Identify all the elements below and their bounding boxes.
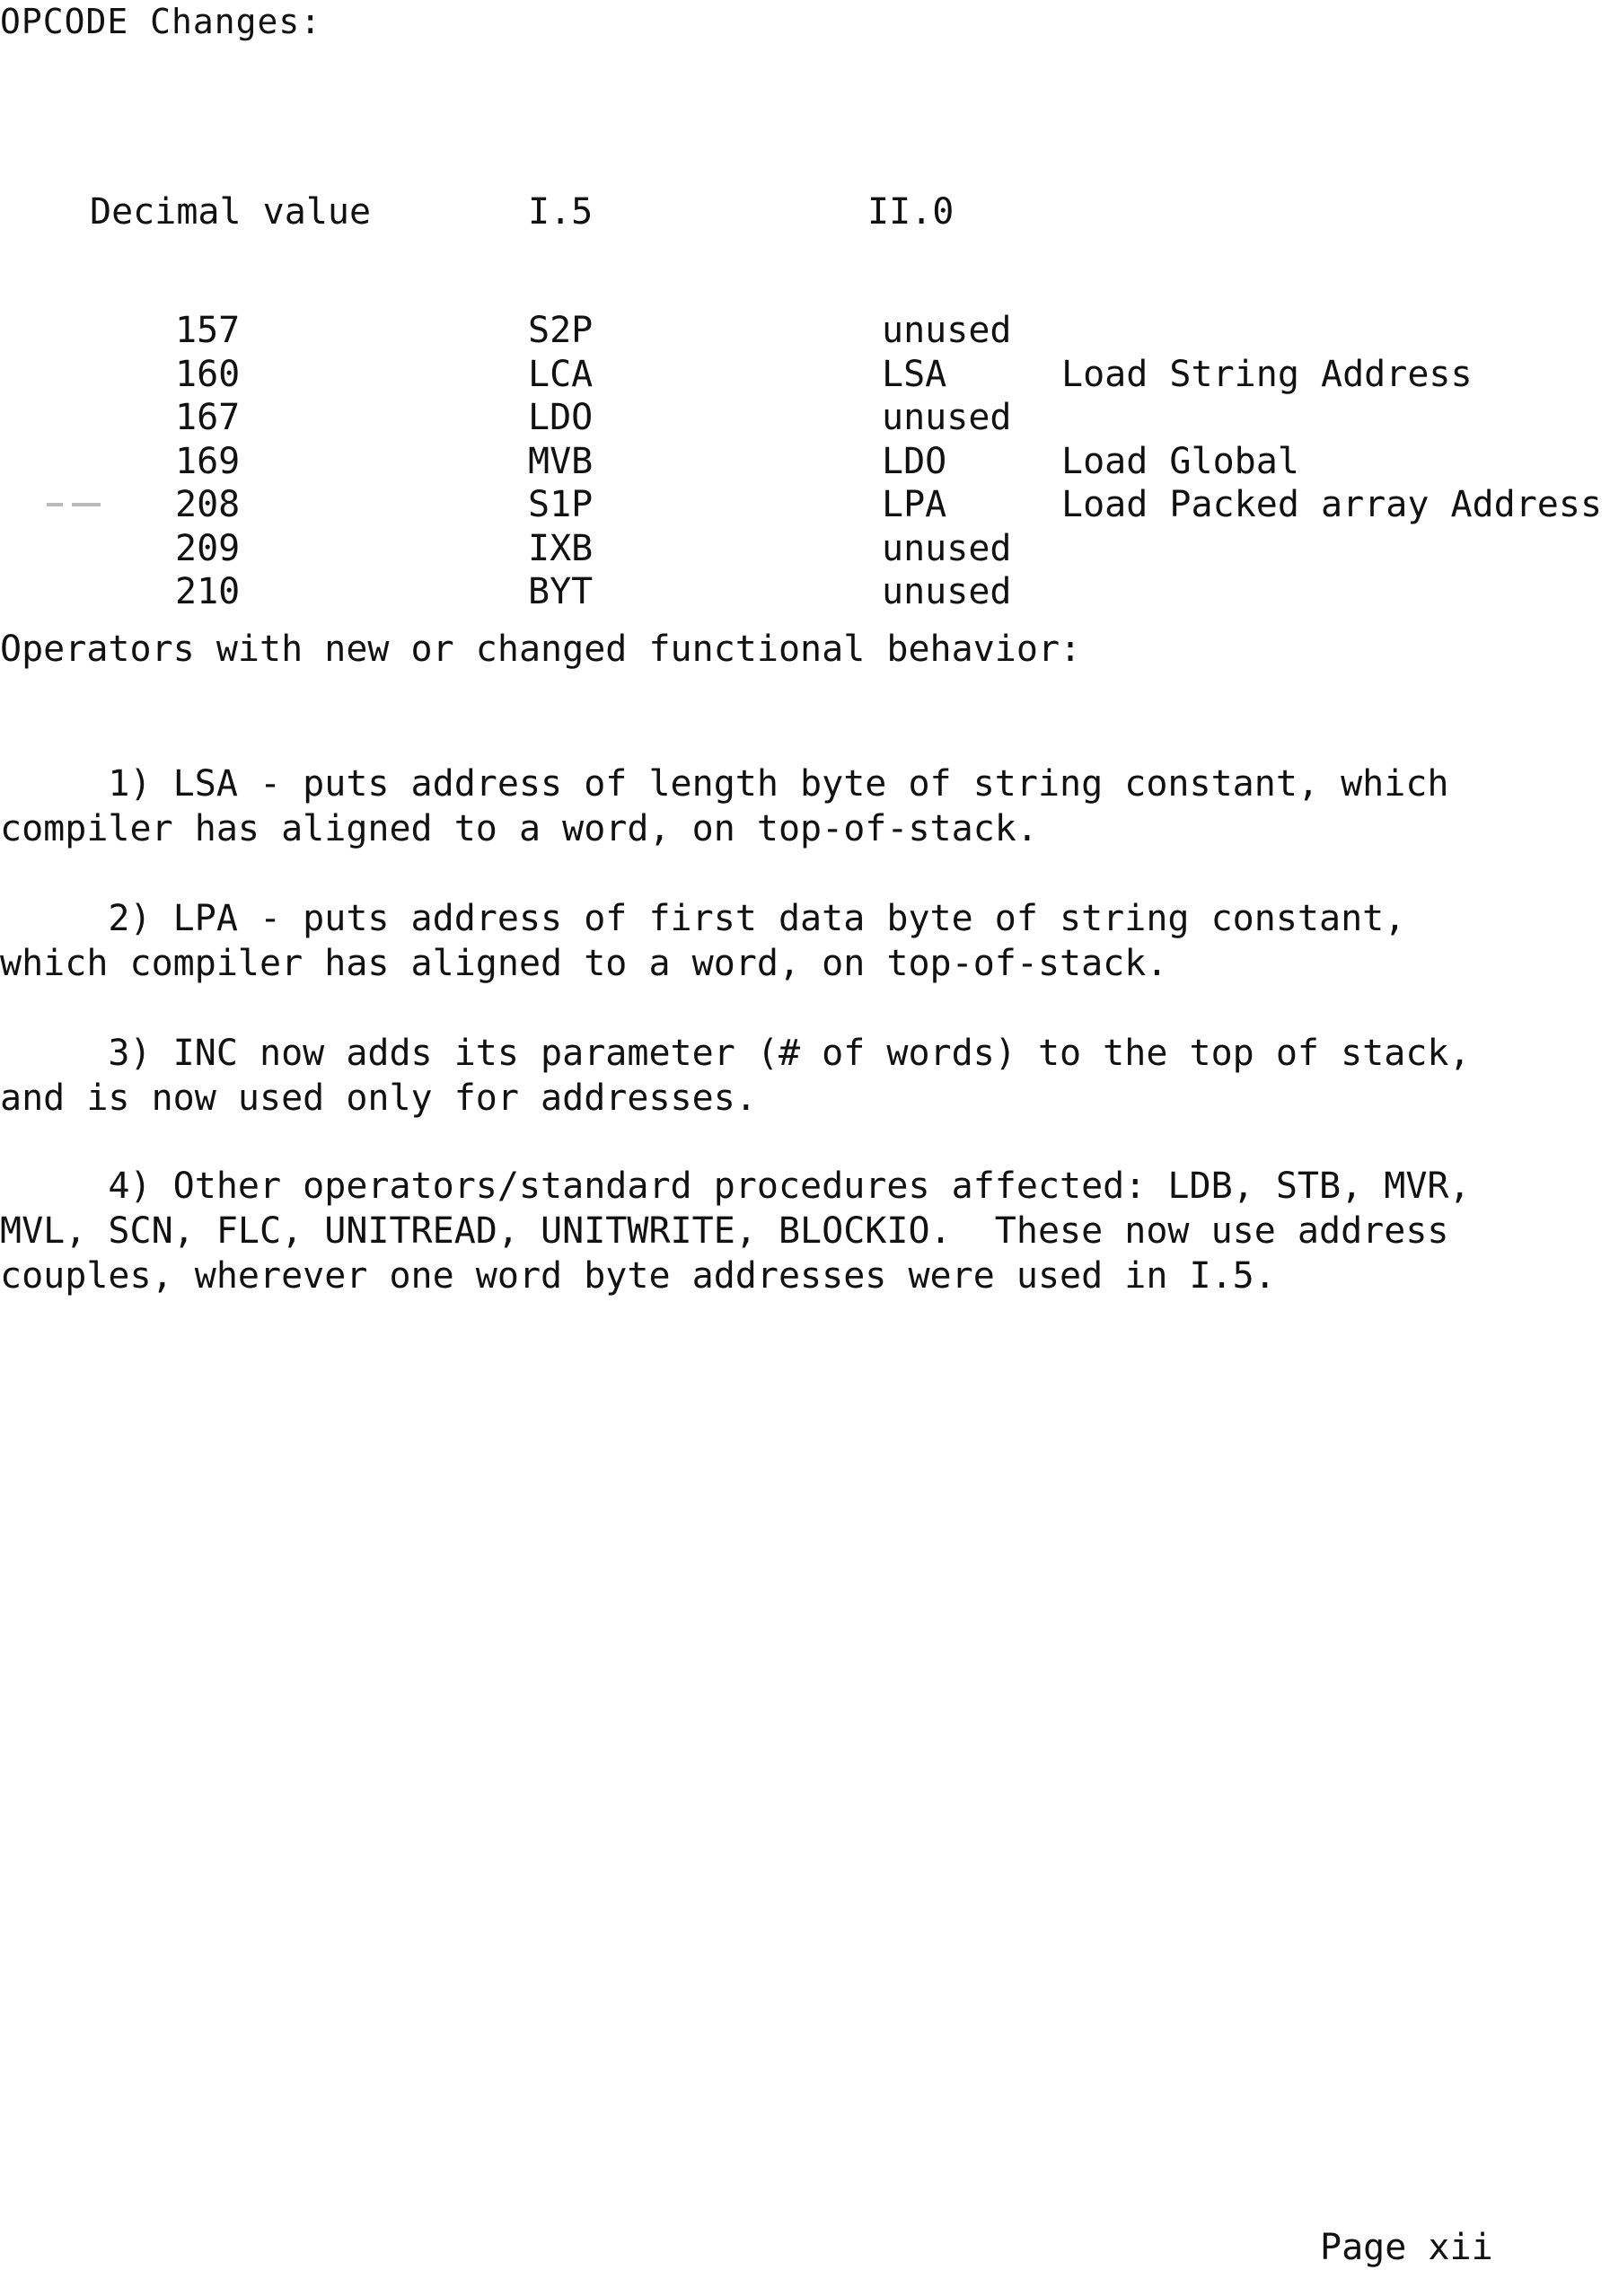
v15-cell: BYT [528, 571, 594, 612]
table-row [0, 440, 1610, 484]
paragraph-inc: 3) INC now adds its parameter (# of words) to the top of stack, and is now used only for addresses. [0, 1033, 1471, 1119]
description-cell: Load Packed array Address [1061, 484, 1603, 525]
v20-cell: LPA [882, 484, 947, 525]
margin-mark [47, 503, 101, 506]
operators-heading: Operators with new or changed functional behavior: [0, 629, 1082, 670]
table-row [0, 570, 1610, 614]
v20-cell: unused [882, 397, 1012, 438]
decimal-cell: 169 [175, 440, 241, 482]
table-row [0, 309, 1610, 353]
paragraph-lpa: 2) LPA - puts address of first data byte of string constant, which compiler has aligned to a word, on top-of-stack. [0, 898, 1406, 984]
decimal-cell: 210 [175, 571, 241, 612]
v15-cell: S2P [528, 310, 594, 351]
table-row [0, 353, 1610, 397]
table-row [0, 527, 1610, 571]
v15-cell: LDO [528, 397, 594, 438]
page-number: Page xii [1320, 2227, 1493, 2268]
header-version-1-5: I.5 [528, 191, 594, 233]
page-heading: OPCODE Changes: [0, 2, 322, 41]
description-cell: Load Global [1061, 440, 1299, 482]
v20-cell: unused [882, 310, 1012, 351]
table-row [0, 483, 1610, 527]
v20-cell: LDO [882, 440, 947, 482]
header-decimal-value: Decimal value [90, 191, 372, 233]
table-header-row [0, 190, 1610, 309]
v20-cell: LSA [882, 353, 947, 395]
header-version-2-0: II.0 [867, 191, 955, 233]
decimal-cell: 167 [175, 397, 241, 438]
decimal-cell: 157 [175, 310, 241, 351]
v15-cell: S1P [528, 484, 594, 525]
v15-cell: MVB [528, 440, 594, 482]
v20-cell: unused [882, 571, 1012, 612]
table-row [0, 396, 1610, 440]
decimal-cell: 209 [175, 527, 241, 569]
decimal-cell: 160 [175, 353, 241, 395]
v20-cell: unused [882, 527, 1012, 569]
v15-cell: LCA [528, 353, 594, 395]
opcode-table [0, 190, 1610, 614]
decimal-cell: 208 [175, 484, 241, 525]
paragraph-other-operators: 4) Other operators/standard procedures affected: LDB, STB, MVR, MVL, SCN, FLC, UNITREAD, UNITWRITE, BLOCKIO. These now use address couples, wherever one word byte addresses were used in I.5. [0, 1166, 1471, 1297]
paragraph-lsa: 1) LSA - puts address of length byte of string constant, which compiler has aligned to a word, on top-of-stack. [0, 763, 1449, 849]
v15-cell: IXB [528, 527, 594, 569]
description-cell: Load String Address [1061, 353, 1473, 395]
